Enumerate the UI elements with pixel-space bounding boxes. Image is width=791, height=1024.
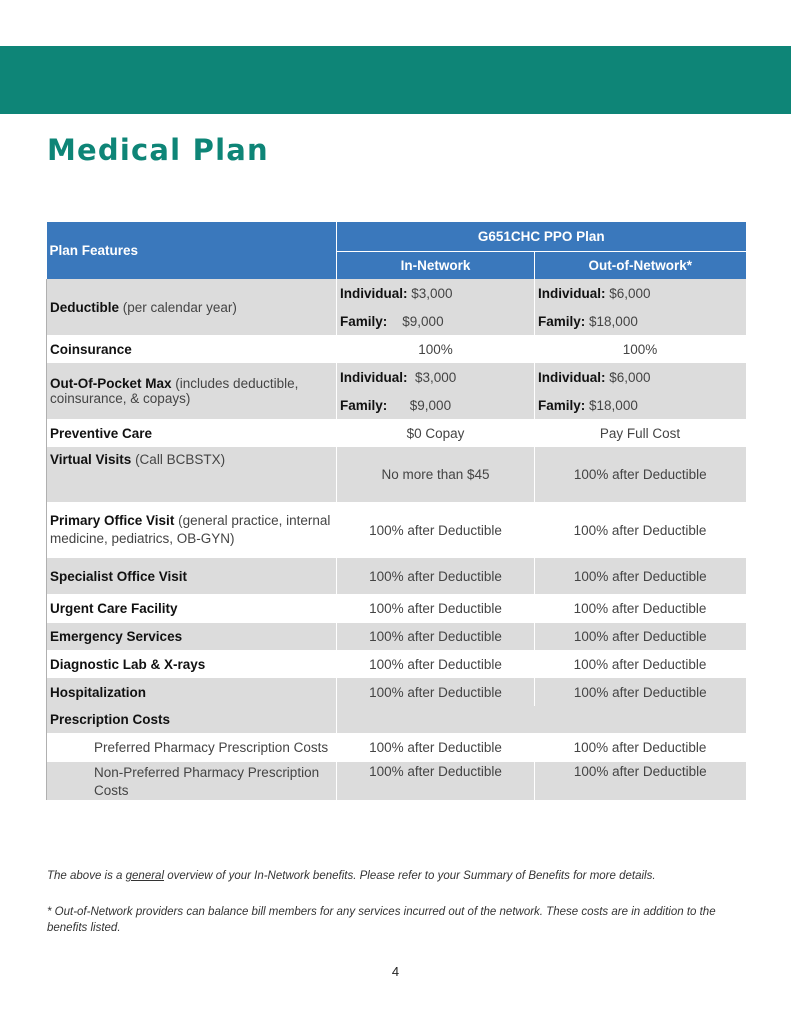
table-row-primary xyxy=(47,502,746,558)
out-network-header: Out-of-Network* xyxy=(535,251,746,279)
table-row-prescription xyxy=(47,706,746,733)
deductible-out-family: Family: $18,000 xyxy=(535,307,746,335)
table-row-preferred-rx xyxy=(47,733,746,762)
in-network-header: In-Network xyxy=(337,251,535,279)
prescription-label: Prescription Costs xyxy=(50,712,171,727)
page-title: Medical Plan xyxy=(47,133,269,167)
table-row-diagnostic xyxy=(47,650,746,678)
nonpreferred-rx-out: 100% after Deductible xyxy=(535,762,746,800)
oop-max-feature xyxy=(47,363,337,419)
nonpreferred-rx-label: Non-Preferred Pharmacy Prescription Costs xyxy=(47,762,337,800)
virtual-out: 100% after Deductible xyxy=(535,447,746,502)
emergency-in: 100% after Deductible xyxy=(337,623,535,650)
specialist-in: 100% after Deductible xyxy=(337,558,535,594)
table-row-oop-max xyxy=(47,363,746,391)
coinsurance-out: 100% xyxy=(535,335,746,363)
virtual-label: Virtual Visits xyxy=(50,452,132,467)
primary-out: 100% after Deductible xyxy=(535,502,746,558)
virtual-note: (Call BCBSTX) xyxy=(135,452,226,467)
primary-note: (general practice, internal medicine, pediatrics, OB-GYN) xyxy=(50,513,331,546)
preventive-in: $0 Copay xyxy=(337,419,535,447)
diagnostic-in: 100% after Deductible xyxy=(337,650,535,678)
deductible-out-individual: Individual: $6,000 xyxy=(535,279,746,307)
plan-name-header: G651CHC PPO Plan xyxy=(337,222,746,251)
deductible-note: (per calendar year) xyxy=(122,299,237,315)
deductible-in-individual: Individual: $3,000 xyxy=(337,279,535,307)
table-row-coinsurance xyxy=(47,335,746,363)
deductible-in-family: Family: $9,000 xyxy=(337,307,535,335)
oop-in-family: Family: $9,000 xyxy=(337,391,535,419)
specialist-label: Specialist Office Visit xyxy=(50,568,188,584)
coinsurance-label: Coinsurance xyxy=(50,341,132,357)
medical-plan-table xyxy=(46,222,746,800)
primary-label: Primary Office Visit xyxy=(50,513,175,528)
oop-out-family: Family: $18,000 xyxy=(535,391,746,419)
deductible-label: Deductible xyxy=(50,299,120,315)
footnote-general: The above is a general overview of your In-Network benefits. Please refer to your Summary of Benefits for more details. xyxy=(47,870,656,882)
preferred-rx-out: 100% after Deductible xyxy=(535,733,746,762)
nonpreferred-rx-in: 100% after Deductible xyxy=(337,762,535,800)
preferred-rx-in: 100% after Deductible xyxy=(337,733,535,762)
table-row-preventive xyxy=(47,419,746,447)
emergency-out: 100% after Deductible xyxy=(535,623,746,650)
table-row-emergency xyxy=(47,623,746,650)
underlined-general: general xyxy=(125,870,165,882)
oop-max-label: Out-Of-Pocket Max xyxy=(50,376,172,391)
oop-in-individual: Individual: $3,000 xyxy=(337,363,535,391)
hospitalization-in: 100% after Deductible xyxy=(337,678,535,706)
preferred-rx-label: Preferred Pharmacy Prescription Costs xyxy=(47,733,337,762)
oop-out-individual: Individual: $6,000 xyxy=(535,363,746,391)
primary-in: 100% after Deductible xyxy=(337,502,535,558)
urgent-in: 100% after Deductible xyxy=(337,594,535,623)
footnote-out-of-network: * Out-of-Network providers can balance bill members for any services incurred out of the network. These costs are in addition to the benefits listed. xyxy=(47,906,716,934)
plan-features-header: Plan Features xyxy=(47,222,337,279)
urgent-out: 100% after Deductible xyxy=(535,594,746,623)
page-number: 4 xyxy=(391,964,400,979)
preventive-out: Pay Full Cost xyxy=(535,419,746,447)
table-row-deductible xyxy=(47,279,746,307)
deductible-feature xyxy=(47,279,337,335)
oop-max-note: (includes deductible, coinsurance, & copays) xyxy=(50,376,299,406)
diagnostic-out: 100% after Deductible xyxy=(535,650,746,678)
virtual-in: No more than $45 xyxy=(337,447,535,502)
coinsurance-in: 100% xyxy=(337,335,535,363)
diagnostic-label: Diagnostic Lab & X-rays xyxy=(50,656,206,672)
table-row-specialist xyxy=(47,558,746,594)
hospitalization-label: Hospitalization xyxy=(50,684,147,700)
table-row-urgent xyxy=(47,594,746,623)
hospitalization-out: 100% after Deductible xyxy=(535,678,746,706)
specialist-out: 100% after Deductible xyxy=(535,558,746,594)
emergency-label: Emergency Services xyxy=(50,629,183,644)
table-row-virtual xyxy=(47,447,746,502)
header-band xyxy=(0,46,791,114)
preventive-label: Preventive Care xyxy=(50,425,153,441)
table-row-hospitalization xyxy=(47,678,746,706)
table-row-nonpreferred-rx xyxy=(47,762,746,800)
urgent-label: Urgent Care Facility xyxy=(50,601,178,616)
